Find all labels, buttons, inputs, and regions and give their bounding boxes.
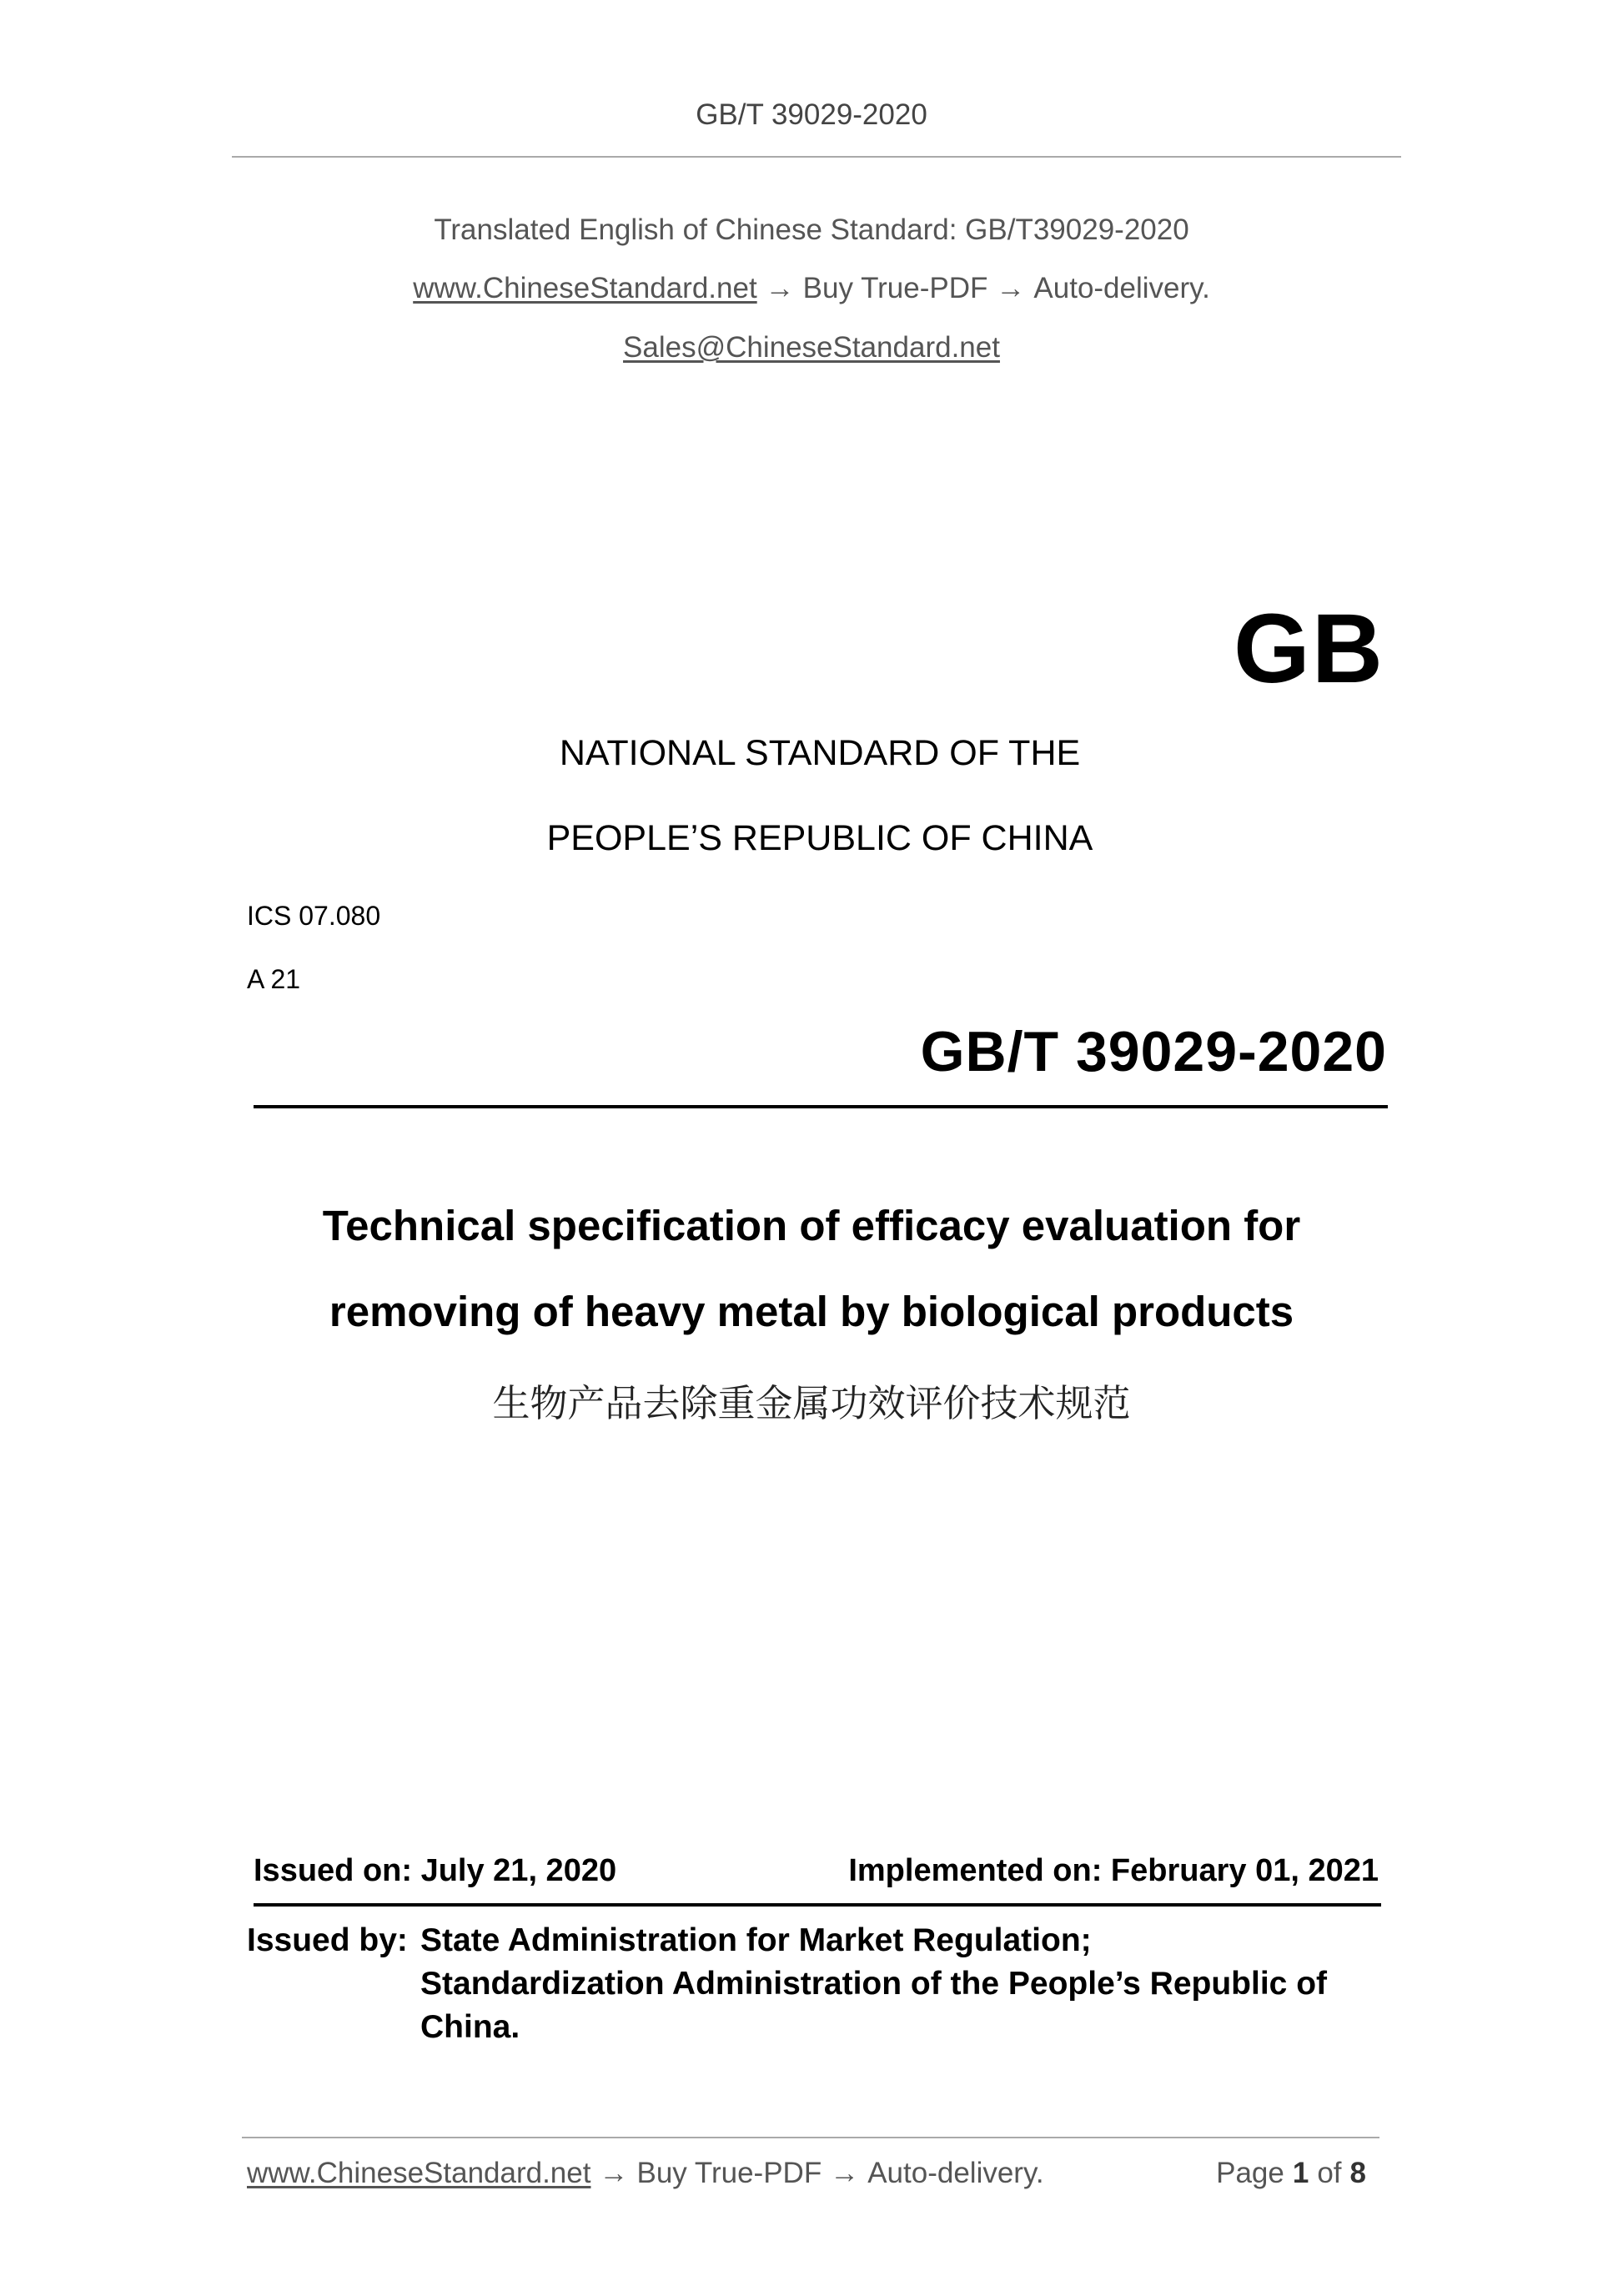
- header-divider: [232, 156, 1401, 158]
- page-label: Page: [1216, 2157, 1284, 2189]
- page-of: of: [1317, 2157, 1342, 2189]
- chinese-title: 生物产品去除重金属功效评价技术规范: [492, 1381, 1131, 1425]
- promo-translation-line: Translated English of Chinese Standard: GB/T39029-2020: [434, 214, 1189, 246]
- promo-email-line: [0, 331, 1623, 364]
- footer-site-link[interactable]: www.ChineseStandard.net: [247, 2157, 591, 2189]
- issuer-line-1: State Administration for Market Regulation;: [420, 1922, 1092, 1958]
- gb-mark: GB: [1234, 594, 1384, 704]
- page-indicator: [1216, 2157, 1374, 2190]
- arrow-right-icon: →: [599, 2157, 629, 2189]
- issued-on-date: Issued on: July 21, 2020: [254, 1853, 617, 1888]
- page-total: 8: [1349, 2157, 1366, 2189]
- implemented-on-date: Implemented on: February 01, 2021: [848, 1853, 1379, 1888]
- footer-divider: [242, 2137, 1379, 2138]
- standard-number: GB/T 39029-2020: [920, 1020, 1387, 1083]
- issuance-rule: [254, 1903, 1381, 1907]
- buy-true-pdf-text: Buy True-PDF: [802, 272, 988, 304]
- issuer-line-3: China.: [420, 2009, 520, 2045]
- ics-code: ICS 07.080: [247, 901, 381, 931]
- footer-delivery-text: Auto-delivery.: [867, 2157, 1044, 2189]
- title-line-2: removing of heavy metal by biological products: [329, 1288, 1294, 1335]
- issuer-line-2: Standardization Administration of the People’s Republic of: [420, 1966, 1328, 2002]
- sales-email-link[interactable]: Sales@ChineseStandard.net: [623, 331, 1000, 364]
- arrow-right-icon: →: [765, 272, 795, 304]
- auto-delivery-text: Auto-delivery.: [1033, 272, 1210, 304]
- running-header: GB/T 39029-2020: [696, 98, 927, 131]
- arrow-right-icon: →: [996, 272, 1026, 304]
- footer-buy-text: Buy True-PDF: [636, 2157, 822, 2189]
- arrow-right-icon: →: [830, 2157, 860, 2189]
- issued-by-block: [247, 1919, 1327, 2049]
- national-standard-line: NATIONAL STANDARD OF THE: [559, 733, 1081, 773]
- footer-buy-line: [247, 2157, 1044, 2190]
- standard-number-rule: [254, 1105, 1388, 1108]
- promo-buy-line: [0, 272, 1623, 305]
- site-link[interactable]: www.ChineseStandard.net: [413, 272, 757, 304]
- republic-line: PEOPLE’S REPUBLIC OF CHINA: [546, 818, 1093, 858]
- title-line-1: Technical specification of efficacy evaluation for: [322, 1202, 1301, 1249]
- page-current: 1: [1292, 2157, 1309, 2189]
- issued-by-label: Issued by:: [247, 1922, 408, 1958]
- ccs-code: A 21: [247, 964, 301, 994]
